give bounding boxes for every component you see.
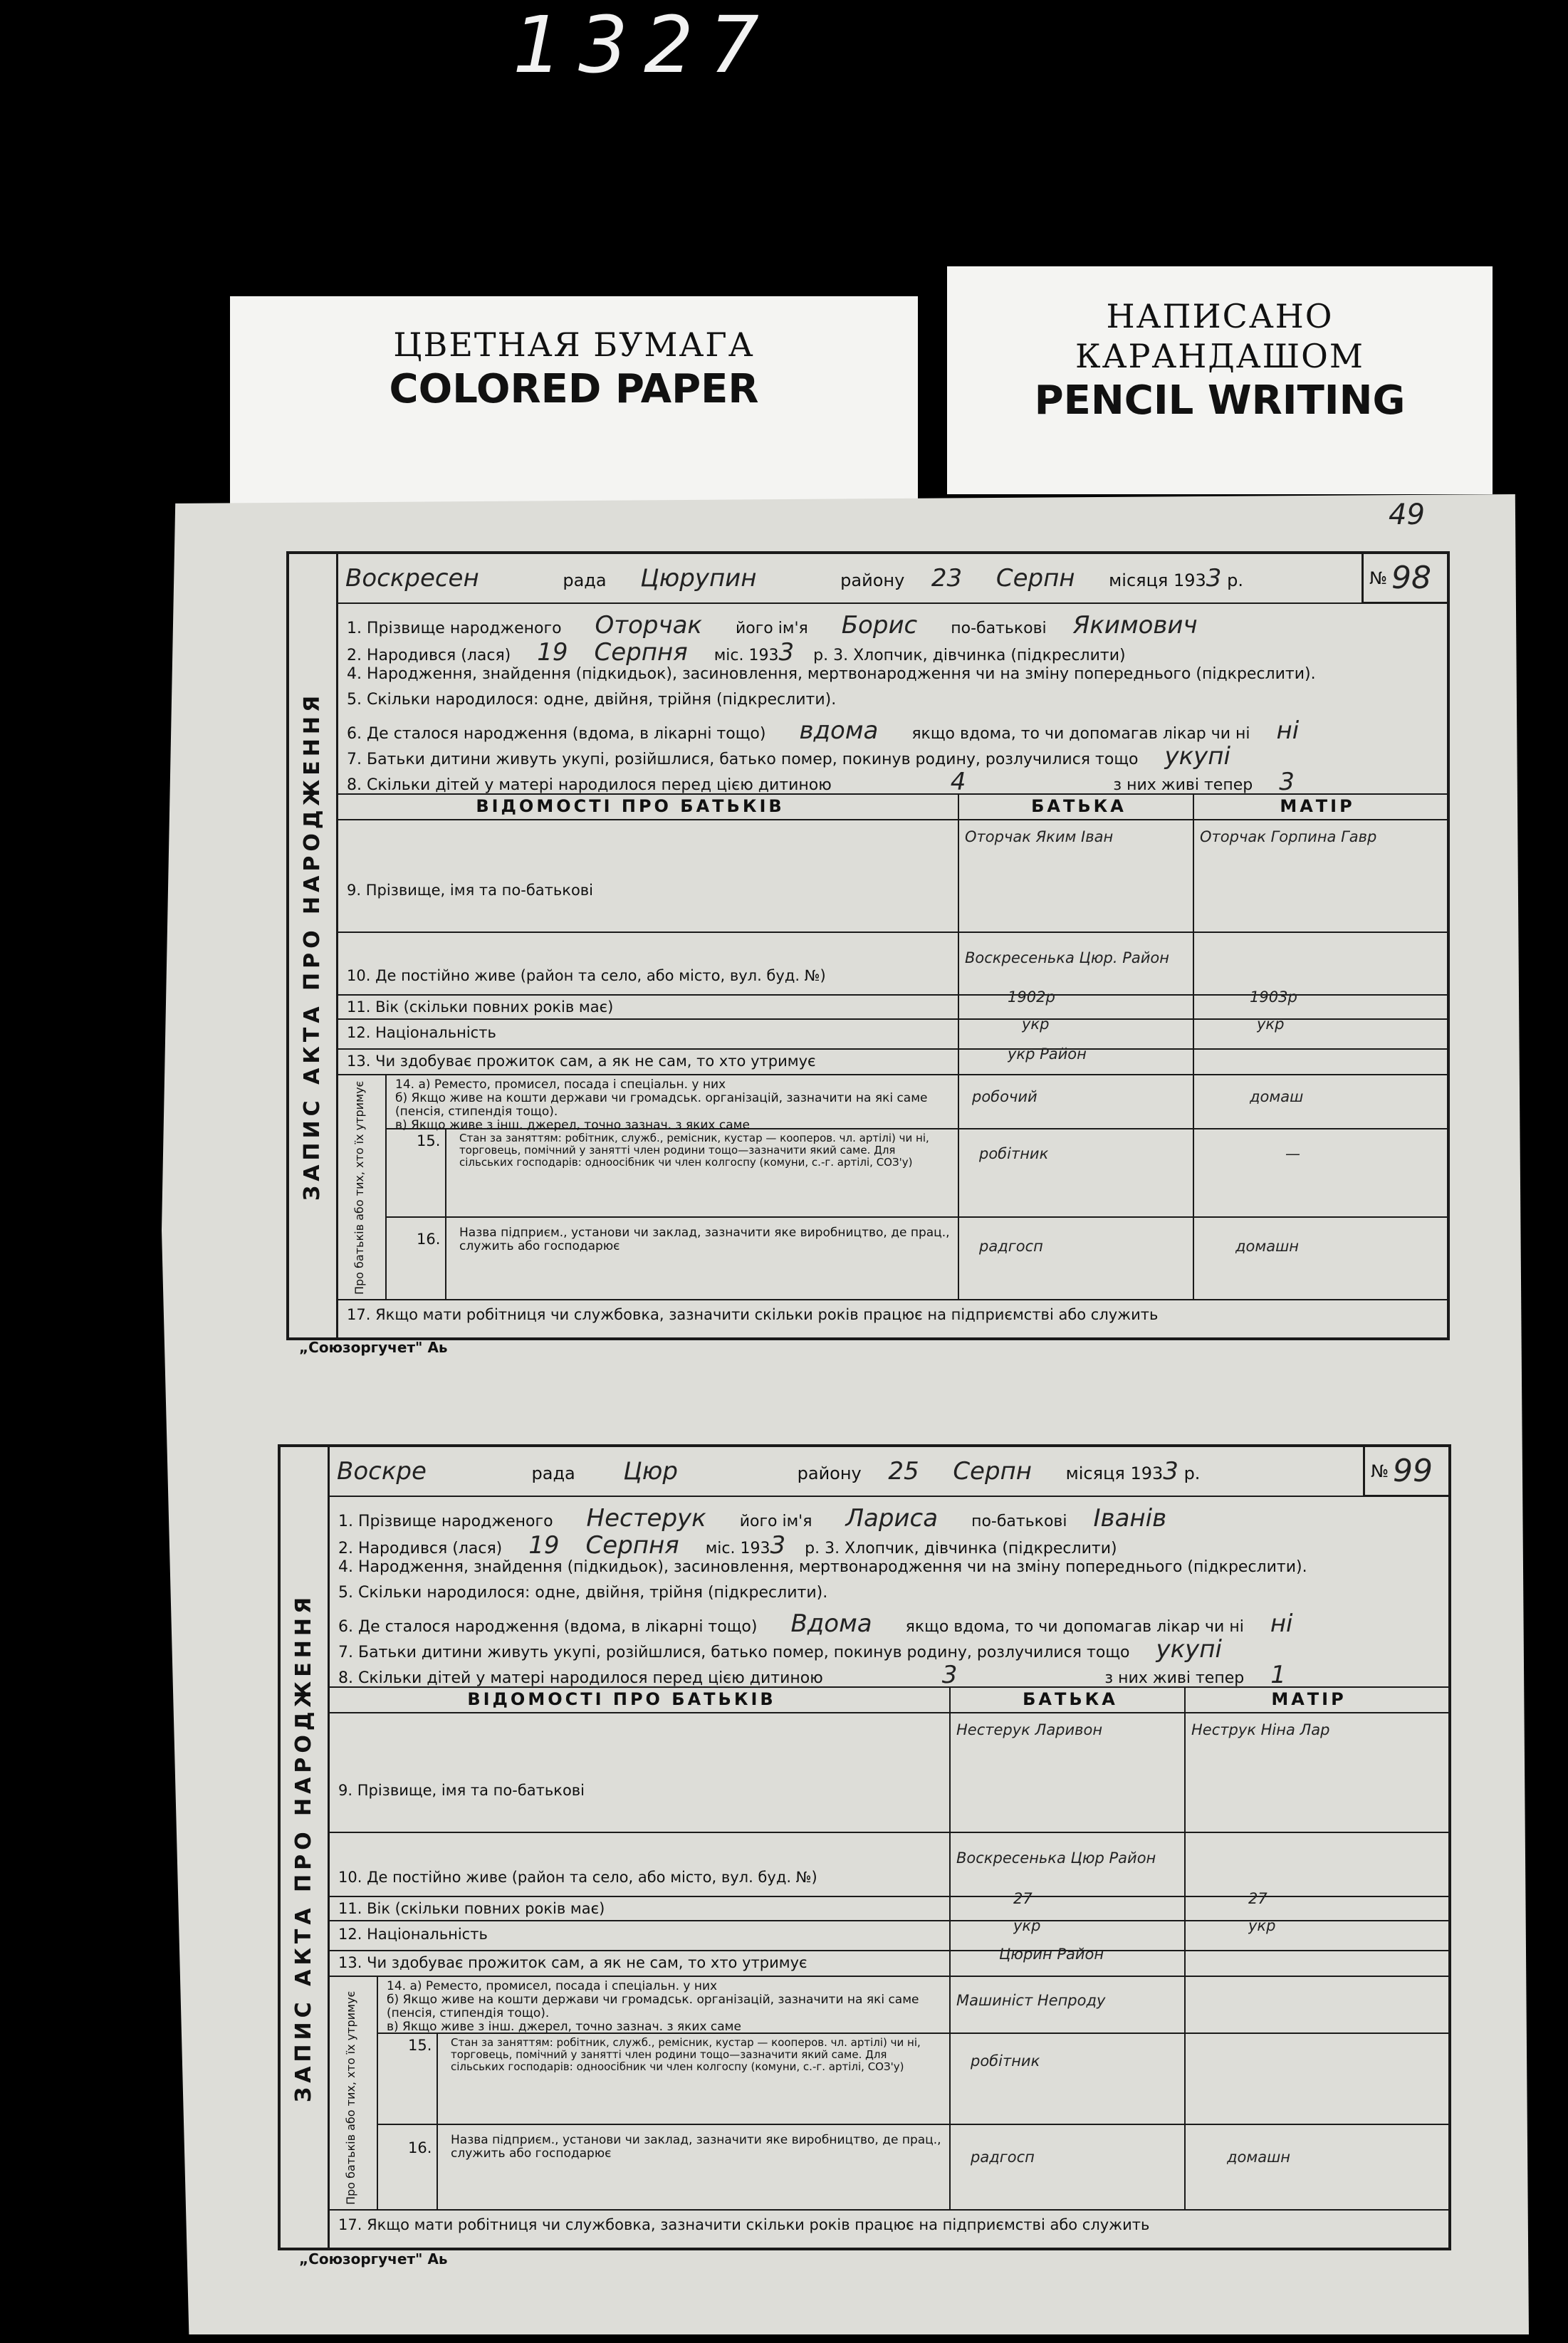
line-17: 17. Якщо мати робітниця чи службовка, зазначити скільки років працює на підприємстві або служить (338, 2216, 1150, 2233)
card-ru-label-1: НАПИСАНО (1106, 297, 1334, 335)
line-10: 10. Де постійно живе (район та село, або місто, вул. буд. №) (347, 967, 826, 984)
mother-nationality: укр (1257, 1016, 1285, 1033)
line-5: 5. Скільки народилося: одне, двійня, трійня (підкреслити). (347, 691, 837, 709)
line-7: 7. Батьки дитини живуть укупі, розійшлися, батько помер, покинув родину, розлучилися тощо укупі (338, 1635, 1222, 1664)
line-9: 9. Прізвище, імя та по-батькові (347, 882, 593, 899)
record-number: 98 (1391, 560, 1431, 596)
parents-info-header: ВІДОМОСТІ ПРО БАТЬКІВ (467, 1689, 776, 1709)
residence: Воскресенька Цюр. Район (965, 949, 1169, 966)
line-13: 13. Чи здобуває прожиток сам, а як не сам, то хто утримує (338, 1954, 807, 1971)
father-occupation: Машиніст Непроду (956, 1992, 1106, 2009)
line-16: Назва підприєм., установи чи заклад, зазначити яке виробництво, де прац., служить або господарює (459, 1226, 950, 1253)
parents-info-header: ВІДОМОСТІ ПРО БАТЬКІВ (476, 796, 785, 816)
residence: Воскресенька Цюр Район (956, 1849, 1156, 1867)
record-number-box: № 98 (1361, 554, 1447, 604)
line-8: 8. Скільки дітей у матері народилося перед цією дитиною 4 з них живі тепер 3 (347, 768, 1295, 796)
father-column-header: БАТЬКА (1031, 796, 1127, 816)
colored-paper-card (230, 296, 918, 510)
father-nationality: укр (1022, 1016, 1050, 1033)
month-value: Серпн (953, 1457, 1033, 1486)
card-ru-label: ЦВЕТНАЯ БУМАГА (393, 325, 755, 364)
day-value: 23 (931, 564, 963, 593)
mother-workplace: домашн (1227, 2149, 1291, 2166)
mother-occupation: домаш (1250, 1088, 1304, 1105)
supported-by: укр Район (1008, 1045, 1087, 1063)
mother-name: Неструк Ніна Лар (1191, 1721, 1330, 1738)
father-name: Нестерук Ларивон (956, 1721, 1103, 1738)
mother-age: 27 (1248, 1890, 1268, 1907)
frame-number: 1327 (513, 0, 775, 90)
line-14: 14. а) Реместо, промисел, посада і спеціальн. у них б) Якщо живе на кошти держави чи громадськ. організацій, зазначити на які саме (пенсія, стипендія тощо). в) Якщо живе з інш. джерел, точно зазнач. з яких саме (395, 1078, 928, 1132)
record-number-box: № 99 (1363, 1447, 1448, 1497)
line-11: 11. Вік (скільки повних років має) (347, 998, 614, 1016)
form-footer-2: „Союзоргучет" Аь (299, 2250, 448, 2268)
rayon-value: Цюрупин (640, 564, 757, 593)
line-12: 12. Національність (347, 1024, 496, 1041)
mother-nationality: укр (1248, 1917, 1276, 1934)
birth-record-form-2: ЗАПИС АКТА ПРО НАРОДЖЕННЯ № 99 Воскре рада Цюр району 25 Серпн місяця 1933 р. 1. Прізвище народженого Нестерук його ім'я Лариса по-батькові Іванів 2. Народився (лася) 19 Серпня міс. 1933 р. 3. Хлопчик, дівчинка (підкреслити) 4. Народження, знайдення (підкидьок), засиновлення, мертвонародження чи на зміну попереднього (підкреслити). 5. Скільки народилося: одне, двійня, трійня (підкреслити). 6. Де сталося народження (вдома, в лікарні тощо) Вдома якщо вдома, то чи допомагав лікар чи ні ні 7. Батьки дитини живуть укупі, розійшлися, батько помер, покинув родину, розлучилися тощо укупі 8. Скільки дітей у матері народилося перед цією дитиною 3 з них живі тепер 1 ВІДОМОСТІ ПРО БАТЬКІВ БАТЬКА МАТІР 9. Прізвище, імя та по-батькові Нестерук Ларивон Неструк Ніна Лар 10. Де постійно живе (район та село, або місто, вул. буд. №) Воскресенька Цюр Район 11. Вік (скільки повних років має) 27 27 12. Національність укр укр 13. Чи здобуває прожиток сам, а як не сам, то хто утримує Цюрин Район Про батьків або тих, хто їх утримує 14. а) Реместо, промисел, посада і спеціальн. у них б) Якщо живе на кошти держави чи громадськ. організацій, зазначити на які саме (пенсія, стипендія тощо). в) Якщо живе з інш. джерел, точно зазнач. з яких саме Машиніст Непроду 15. Стан за заняттям: робітник, служб., ремісник, кустар — кооперов. чл. артілі) чи ні, торговець, помічний у занятті член родини тощо—зазначити який саме. Для сільських господарів: одноосібник чи член колгоспу (комуни, с.-г. артілі, СОЗ'у) робітник 16. Назва підприєм., установи чи заклад, зазначити яке виробництво, де прац., служить або господарює радгосп домашн 17. Якщо мати робітниця чи службовка, зазначити скільки років працює на підприємстві або служить (278, 1444, 1451, 2250)
mother-name: Оторчак Горпина Гавр (1200, 828, 1377, 845)
mother-column-header: МАТІР (1280, 796, 1355, 816)
father-status: робітник (979, 1145, 1049, 1162)
father-workplace: радгосп (971, 2149, 1035, 2166)
number-above-record-1: 49 (1389, 499, 1425, 531)
father-age: 27 (1013, 1890, 1033, 1907)
form-footer-1: „Союзоргучет" Аь (299, 1339, 448, 1356)
line-15: Стан за заняттям: робітник, служб., ремісник, кустар — кооперов. чл. артілі) чи ні, торговець, помічний у занятті член родини тощо—зазначити який саме. Для сільських господарів: одноосібник чи член колгоспу (комуни, с.-г. артілі, СОЗ'у) (459, 1132, 929, 1169)
father-nationality: укр (1013, 1917, 1041, 1934)
line-4: 4. Народження, знайдення (підкидьок), засиновлення, мертвонародження чи на зміну попереднього (підкреслити). (338, 1558, 1307, 1576)
card-ru-label-2: КАРАНДАШОМ (1075, 337, 1364, 375)
form-vertical-title: ЗАПИС АКТА ПРО НАРОДЖЕННЯ (300, 691, 325, 1201)
line-17: 17. Якщо мати робітниця чи службовка, зазначити скільки років працює на підприємстві або служить (347, 1306, 1159, 1323)
rada-value: Воскресен (345, 564, 479, 593)
line-14: 14. а) Реместо, промисел, посада і спеціальн. у них б) Якщо живе на кошти держави чи громадськ. організацій, зазначити на які саме (пенсія, стипендія тощо). в) Якщо живе з інш. джерел, точно зазнач. з яких саме (387, 1980, 919, 2034)
record-number: 99 (1392, 1453, 1433, 1489)
father-column-header: БАТЬКА (1023, 1689, 1118, 1709)
month-value: Серпн (995, 564, 1075, 593)
mother-workplace: домашн (1235, 1238, 1300, 1255)
line-2: 2. Народився (лася) 19 Серпня міс. 1933 р. 3. Хлопчик, дівчинка (підкреслити) (347, 638, 1126, 667)
card-en-label: PENCIL WRITING (1034, 377, 1406, 424)
side-label: Про батьків або тих, хто їх утримує (352, 1080, 366, 1295)
line-6: 6. Де сталося народження (вдома, в лікарні тощо) Вдома якщо вдома, то чи допомагав лікар чи ні ні (338, 1609, 1293, 1638)
form-header-row: Воскре рада Цюр району 25 Серпн місяця 1933 р. (337, 1457, 1201, 1486)
line-4: 4. Народження, знайдення (підкидьок), засиновлення, мертвонародження чи на зміну попереднього (підкреслити). (347, 665, 1316, 683)
birth-record-form-1: ЗАПИС АКТА ПРО НАРОДЖЕННЯ № 98 Воскресен рада Цюрупин району 23 Серпн місяця 1933 р. 1. Прізвище народженого Оторчак його ім'я Борис по-батькові Якимович 2. Народився (лася) 19 Серпня міс. 1933 р. 3. Хлопчик, дівчинка (підкреслити) 4. Народження, знайдення (підкидьок), засиновлення, мертвонародження чи на зміну попереднього (підкреслити). 5. Скільки народилося: одне, двійня, трійня (підкреслити). 6. Де сталося народження (вдома, в лікарні тощо) вдома якщо вдома, то чи допомагав лікар чи ні ні 7. Батьки дитини живуть укупі, розійшлися, батько помер, покинув родину, розлучилися тощо укупі 8. Скільки дітей у матері народилося перед цією дитиною 4 з них живі тепер 3 ВІДОМОСТІ ПРО БАТЬКІВ БАТЬКА МАТІР 9. Прізвище, імя та по-батькові Оторчак Яким Іван Оторчак Горпина Гавр 10. Де постійно живе (район та село, або місто, вул. буд. №) Воскресенька Цюр. Район 11. Вік (скільки повних років має) 1902р 1903р 12. Національність укр укр 13. Чи здобуває прожиток сам, а як не сам, то хто утримує укр Район Про батьків або тих, хто їх утримує 14. а) Реместо, промисел, посада і спеціальн. у них б) Якщо живе на кошти держави чи громадськ. організацій, зазначити на які саме (пенсія, стипендія тощо). в) Якщо живе з інш. джерел, точно зазнач. з яких саме робочий домаш 15. Стан за заняттям: робітник, служб., ремісник, кустар — кооперов. чл. артілі) чи ні, торговець, помічний у занятті член родини тощо—зазначити який саме. Для сільських господарів: одноосібник чи член колгоспу (комуни, с.-г. артілі, СОЗ'у) робітник — 16. Назва підприєм., установи чи заклад, зазначити яке виробництво, де прац., служить або господарює радгосп домашн 17. Якщо мати робітниця чи службовка, зазначити скільки років працює на підприємстві або служить (286, 551, 1450, 1340)
side-label: Про батьків або тих, хто їх утримує (344, 1990, 357, 2205)
line-10: 10. Де постійно живе (район та село, або місто, вул. буд. №) (338, 1869, 817, 1886)
mother-status: — (1285, 1145, 1300, 1162)
line-2: 2. Народився (лася) 19 Серпня міс. 1933 р. 3. Хлопчик, дівчинка (підкреслити) (338, 1531, 1117, 1560)
line-6: 6. Де сталося народження (вдома, в лікарні тощо) вдома якщо вдома, то чи допомагав лікар чи ні ні (347, 716, 1300, 745)
line-12: 12. Національність (338, 1926, 488, 1943)
form-vertical-title: ЗАПИС АКТА ПРО НАРОДЖЕННЯ (291, 1592, 317, 2102)
line-13: 13. Чи здобуває прожиток сам, а як не сам, то хто утримує (347, 1053, 816, 1070)
supported-by: Цюрин Район (999, 1946, 1104, 1963)
mother-age: 1903р (1250, 988, 1297, 1006)
line-1: 1. Прізвище народженого Оторчак його ім'я Борис по-батькові Якимович (347, 611, 1198, 640)
day-value: 25 (888, 1457, 919, 1486)
father-status: робітник (971, 2052, 1040, 2070)
line-7: 7. Батьки дитини живуть укупі, розійшлися, батько помер, покинув родину, розлучилися тощо укупі (347, 742, 1230, 771)
card-en-label: COLORED PAPER (389, 366, 759, 412)
form-header-row: Воскресен рада Цюрупин району 23 Серпн місяця 1933 р. (345, 564, 1243, 593)
rada-value: Воскре (337, 1457, 427, 1486)
father-age: 1902р (1008, 988, 1055, 1006)
line-11: 11. Вік (скільки повних років має) (338, 1900, 605, 1917)
pencil-writing-card (947, 266, 1493, 494)
father-occupation: робочий (972, 1088, 1038, 1105)
line-5: 5. Скільки народилося: одне, двійня, трійня (підкреслити). (338, 1584, 828, 1602)
line-9: 9. Прізвище, імя та по-батькові (338, 1782, 585, 1799)
line-1: 1. Прізвище народженого Нестерук його ім'я Лариса по-батькові Іванів (338, 1504, 1167, 1533)
rayon-value: Цюр (623, 1457, 678, 1486)
line-16: Назва підприєм., установи чи заклад, зазначити яке виробництво, де прац., служить або господарює (451, 2134, 941, 2161)
line-8: 8. Скільки дітей у матері народилося перед цією дитиною 3 з них живі тепер 1 (338, 1661, 1286, 1689)
mother-column-header: МАТІР (1271, 1689, 1347, 1709)
father-name: Оторчак Яким Іван (965, 828, 1114, 845)
line-15: Стан за заняттям: робітник, служб., ремісник, кустар — кооперов. чл. артілі) чи ні, торговець, помічний у занятті член родини тощо—зазначити який саме. Для сільських господарів: одноосібник чи член колгоспу (комуни, с.-г. артілі, СОЗ'у) (451, 2037, 921, 2073)
father-workplace: радгосп (979, 1238, 1043, 1255)
